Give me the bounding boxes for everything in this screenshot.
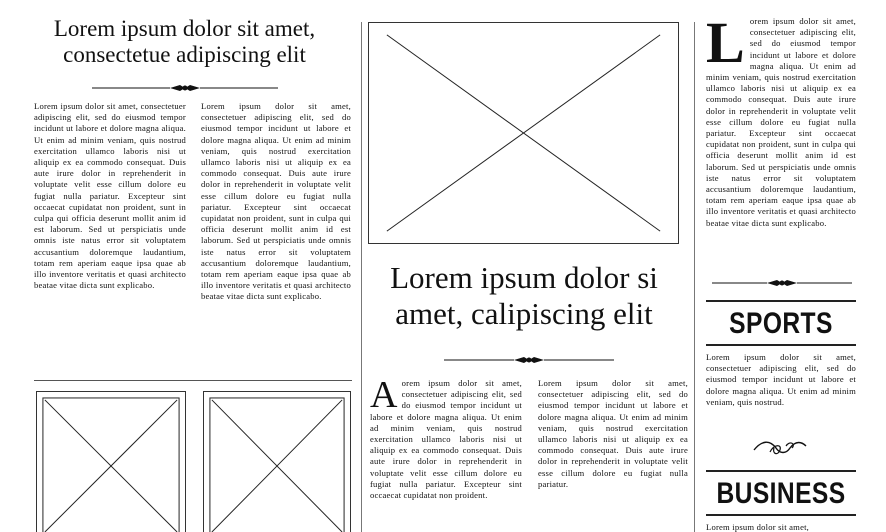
business-article: Lorem ipsum dolor sit amet,	[706, 522, 810, 532]
right-dropcap: L	[706, 16, 745, 75]
image-placeholder-left-1	[36, 391, 186, 532]
image-placeholder-center	[368, 22, 679, 244]
center-ornament	[444, 355, 614, 365]
business-section-title: BUSINESS	[716, 477, 846, 510]
center-article-col1	[370, 378, 522, 532]
left-article-col2: Lorem ipsum dolor sit amet, consectetuer adipiscing elit, sed do eiusmod tempor incidunt ut labore et dolore magna aliqua. Ut enim ad minim veniam, quis nostrud exercitation ullamco laboris nisi ut aliquip ex ea commodo consequat. Duis aute irure dolor in reprehenderit in voluptate velit esse cillum dolore eu fugiat nulla pariatur. Excepteur sint occaecat cupidatat non proident, sunt in culpa qui officia deserunt mollit anim id est laborum. Sed ut perspiciatis unde omnis iste natus error sit voluptatem accusantium doloremque laudantium, totam rem aperiam eaque ipsa quae ab illo inventore veritatis et quasi architecto beatae vitae dicta sunt explicabo.	[201, 101, 351, 302]
left-ornament	[92, 83, 278, 93]
column-rule-left	[361, 22, 362, 532]
right-article-text: orem ipsum dolor sit amet, consectetuer adipiscing elit, sed do eiusmod tempor incidunt ut labore et dolore magna aliqua. Ut enim ad minim veniam, quis nostrud exercitation ullamco laboris nisi ut aliquip ex ea commodo consequat. Duis aute irure dolor in reprehenderit in voluptate velit esse cillum dolore eu fugiat nulla pariatur. Excepteur sint occaecat cupidatat non proident, sunt in culpa qui officia deserunt mollit anim id est laborum. Sed ut perspiciatis unde omnis iste natus error sit voluptatem accusantium doloremque laudantium, totam rem aperiam eaque ipsa quae ab illo inventore veritatis et quasi architecto beatae vitae dicta sunt explicabo.	[706, 16, 856, 228]
left-article-col1: Lorem ipsum dolor sit amet, consectetuer adipiscing elit, sed do eiusmod tempor incidunt ut labore et dolore magna aliqua. Ut enim ad minim veniam, quis nostrud exercitation ullamco laboris nisi ut aliquip ex ea commodo consequat. Duis aute irure dolor in reprehenderit in voluptate velit esse cillum dolore eu fugiat nulla pariatur. Excepteur sint occaecat cupidatat non proident, sunt in culpa qui officia deserunt mollit anim id est laborum. Sed ut perspiciatis unde omnis iste natus error sit voluptatem accusantium doloremque laudantium, totam rem aperiam eaque ipsa quae ab illo inventore veritatis et quasi architecto beatae vitae dicta sunt explicabo.	[34, 101, 186, 291]
sports-article: Lorem ipsum dolor sit amet, consectetuer adipiscing elit, sed do eiusmod tempor incidunt ut labore et dolore magna aliqua. Ut enim ad minim veniam, quis nostrud.	[706, 352, 856, 407]
center-article-col1-text: orem ipsum dolor sit amet, consectetuer adipiscing elit, sed do eiusmod tempor incidunt ut labore et dolore magna aliqua. Ut enim ad minim veniam, quis nostrud exercitation ullamco laboris nisi ut aliquip ex ea commodo consequat. Duis aute irure dolor in reprehenderit in voluptate velit esse cillum dolore eu fugiat nulla pariatur. Excepteur sint occaecat cupidatat non proident.	[370, 378, 522, 501]
right-ornament	[712, 278, 852, 288]
flourish-ornament	[752, 438, 808, 458]
center-article-col2: Lorem ipsum dolor sit amet, consectetuer adipiscing elit, sed do eiusmod tempor incidunt ut labore et dolore magna aliqua. Ut enim ad minim veniam, quis nostrud exercitation ullamco laboris nisi ut aliquip ex ea commodo consequat. Duis aute irure dolor in reprehenderit in voluptate velit esse cillum dolore eu fugiat nulla pariatur.	[538, 378, 688, 489]
image-placeholder-left-2	[203, 391, 351, 532]
right-article	[706, 16, 856, 270]
sports-rule-bottom	[706, 344, 856, 346]
sports-rule-top	[706, 300, 856, 302]
left-headline: Lorem ipsum dolor sit amet, consectetue adipiscing elit	[53, 16, 316, 68]
business-rule-bottom	[706, 514, 856, 516]
sports-section-title: SPORTS	[729, 307, 833, 340]
business-rule-top	[706, 470, 856, 472]
left-divider	[34, 380, 352, 381]
center-headline: Lorem ipsum dolor si amet, calipiscing elit	[390, 260, 658, 331]
center-dropcap: A	[370, 378, 398, 416]
column-rule-right	[694, 22, 695, 532]
